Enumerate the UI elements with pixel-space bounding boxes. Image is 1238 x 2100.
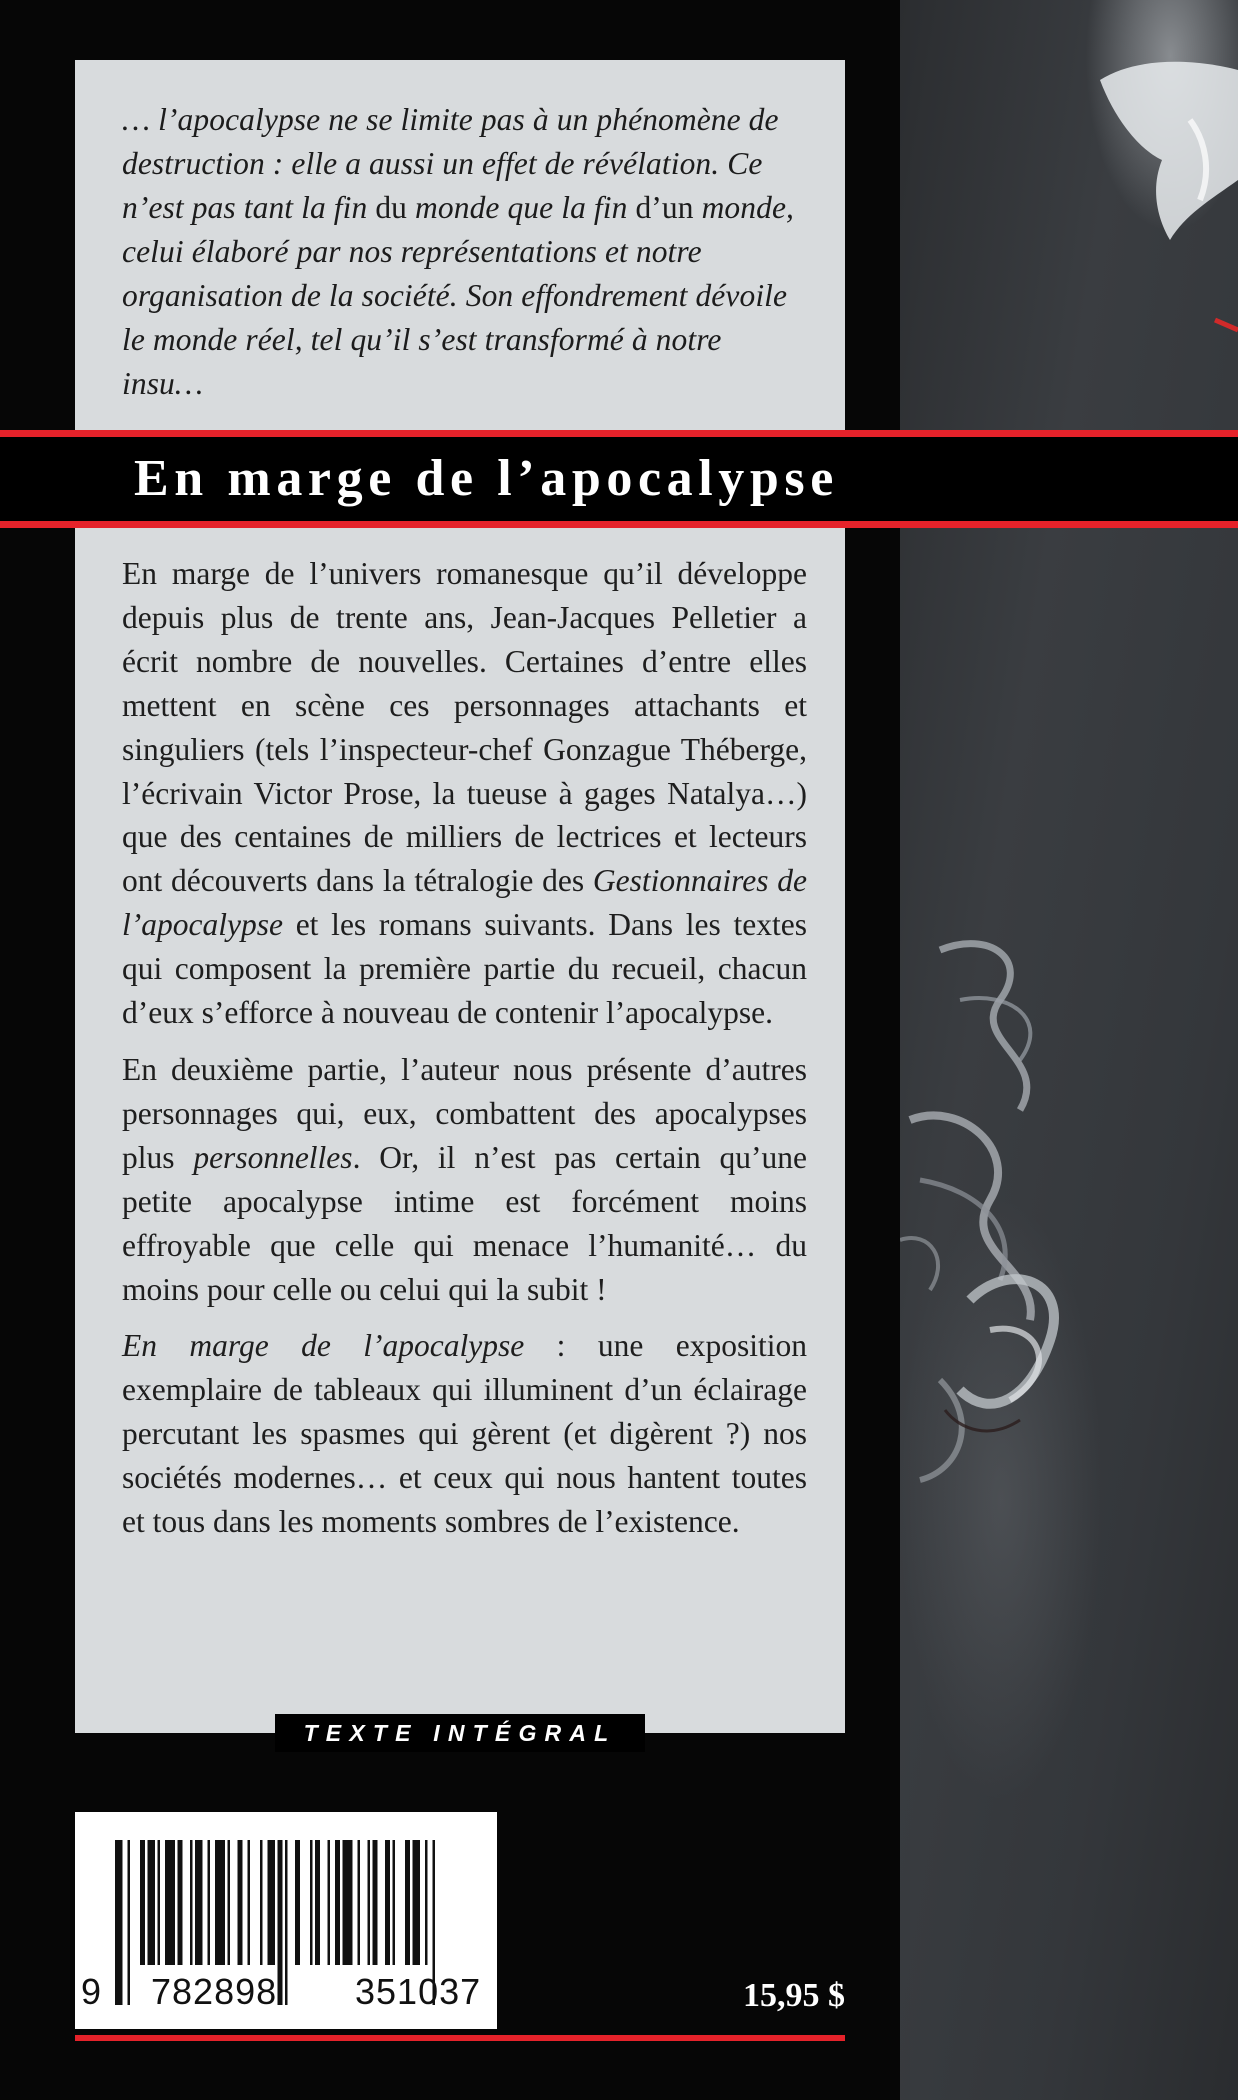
series-title: Gestionnaires de l’apocalypse bbox=[122, 863, 807, 943]
red-rule-top bbox=[0, 430, 1238, 437]
quote-segment: … l’apocalypse ne se limite pas à un phénomène de destruction : elle a aussi un effet de révélation. Ce n’est pas tant la fin bbox=[122, 102, 779, 225]
price-label: 15,95 $ bbox=[743, 1977, 845, 2014]
paragraph-text: et les romans suivants. Dans les textes qui composent la première partie du recueil, chacun d’eux s’efforce à nouveau de contenir l’apocalypse. bbox=[122, 907, 807, 1031]
paragraph-text: En deuxième partie, l’auteur nous présente d’autres personnages qui, eux, combattent des apocalypses plus bbox=[122, 1051, 807, 1175]
barcode-bar bbox=[310, 1840, 313, 1965]
barcode-bar bbox=[215, 1840, 225, 1965]
barcode-bar bbox=[385, 1840, 390, 1965]
red-rule-bottom bbox=[0, 521, 1238, 528]
barcode-bar bbox=[413, 1840, 421, 1965]
barcode-bar bbox=[140, 1840, 145, 1965]
barcode-bar bbox=[358, 1840, 361, 1965]
quote-excerpt bbox=[122, 98, 807, 406]
barcode-bar bbox=[128, 1840, 131, 2005]
barcode-bar bbox=[268, 1840, 276, 1965]
barcode-bar bbox=[148, 1840, 156, 1965]
barcode-bar bbox=[295, 1840, 300, 1965]
book-title: En marge de l’apocalypse bbox=[134, 450, 839, 507]
paragraph-text: : une exposition exemplaire de tableaux qui illuminent d’un éclairage percutant les spasmes qui gèrent (et digèrent ?) nos sociétés modernes… et ceux qui nous hantent toutes et tous dans les moments sombres de l’existence. bbox=[122, 1328, 807, 1540]
barcode-bar bbox=[165, 1840, 175, 1965]
barcode-bar bbox=[425, 1840, 428, 1965]
barcode-bar bbox=[405, 1840, 410, 1965]
barcode-bar bbox=[328, 1840, 331, 1965]
barcode-bar bbox=[248, 1840, 251, 1965]
paragraph-text: . Or, il n’est pas certain qu’une petite apocalypse intime est forcément moins effroyable que celle qui menace l’humanité… du moins pour celle ou celui qui la subit ! bbox=[122, 1139, 808, 1307]
barcode-bar bbox=[195, 1840, 203, 1965]
barcode-bar bbox=[393, 1840, 396, 1965]
barcode-bar bbox=[238, 1840, 243, 1965]
description-paragraph-1 bbox=[122, 552, 807, 1035]
barcode-bar bbox=[368, 1840, 371, 1965]
unabridged-label: TEXTE INTÉGRAL bbox=[275, 1714, 645, 1752]
book-title-italic: En marge de l’apocalypse bbox=[122, 1328, 525, 1364]
quote-segment-upright: du bbox=[367, 190, 416, 225]
barcode-bar bbox=[335, 1840, 340, 1965]
description-paragraph-2 bbox=[122, 1048, 807, 1311]
barcode-bar bbox=[285, 1840, 288, 2005]
cover-artwork bbox=[900, 0, 1238, 2100]
quote-panel bbox=[75, 60, 845, 430]
quote-segment-upright: d’un bbox=[627, 190, 702, 225]
barcode-bar bbox=[190, 1840, 193, 1965]
barcode-bar bbox=[343, 1840, 353, 1965]
barcode-bar bbox=[115, 1840, 123, 2005]
barcode-bar bbox=[158, 1840, 161, 1965]
isbn-prefix-digit: 9 bbox=[81, 1971, 102, 2012]
barcode-bar bbox=[315, 1840, 320, 1965]
barcode-bar bbox=[260, 1840, 263, 1965]
isbn-right-digits: 351037 bbox=[355, 1971, 482, 2012]
paragraph-text: En marge de l’univers romanesque qu’il développe depuis plus de trente ans, Jean-Jacques Pelletier a écrit nombre de nouvelles. Certaines d’entre elles mettent en scène ces personnages attachants et singuliers (tels l’inspecteur-chef Gonzague Théberge, l’écrivain Victor Prose, la tueuse à gages Natalya…) que des centaines de milliers de lectrices et lecteurs ont découverts dans la tétralogie des bbox=[122, 556, 807, 899]
quote-segment: monde que la fin bbox=[415, 190, 628, 225]
barcode-bar bbox=[208, 1840, 211, 1965]
red-rule-footer bbox=[75, 2035, 845, 2041]
smoke-artwork-image bbox=[900, 0, 1238, 2100]
description-panel bbox=[75, 528, 845, 1733]
barcode-bar bbox=[178, 1840, 183, 1965]
barcode-bar bbox=[278, 1840, 283, 2005]
description-paragraph-3 bbox=[122, 1324, 807, 1544]
emphasis-text: personnelles bbox=[193, 1139, 353, 1175]
isbn-left-digits: 782898 bbox=[151, 1971, 278, 2012]
barcode-bar bbox=[373, 1840, 378, 1965]
barcode-bar bbox=[228, 1840, 231, 1965]
quote-segment: monde, celui élaboré par nos représentations et notre organisation de la société. Son effondrement dévoile le monde réel, tel qu’il s’est transformé à notre insu… bbox=[122, 190, 795, 401]
isbn-barcode bbox=[75, 1812, 497, 2029]
